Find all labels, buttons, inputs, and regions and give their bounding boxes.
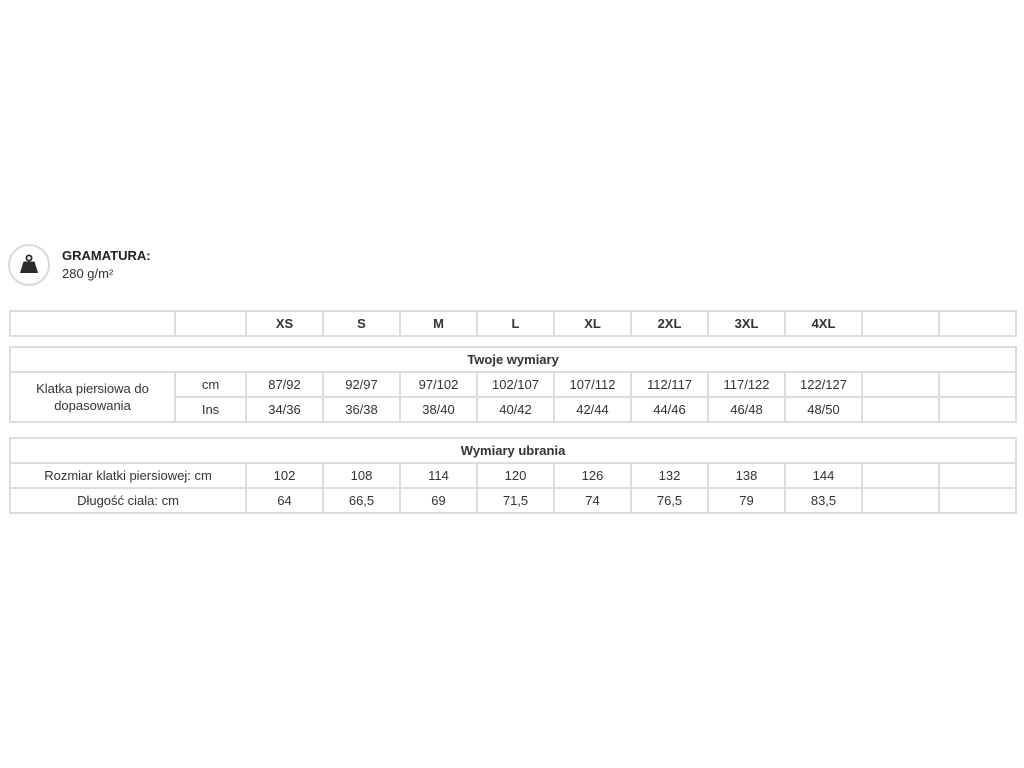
empty-cell: [175, 311, 246, 336]
size-header: 3XL: [708, 311, 785, 336]
value-cell: [862, 463, 939, 488]
value-cell: 40/42: [477, 397, 554, 422]
value-cell: 138: [708, 463, 785, 488]
size-header: S: [323, 311, 400, 336]
value-cell: [939, 463, 1016, 488]
size-header: L: [477, 311, 554, 336]
weight-icon: [8, 244, 50, 286]
value-cell: 42/44: [554, 397, 631, 422]
value-cell: 120: [477, 463, 554, 488]
size-header: 2XL: [631, 311, 708, 336]
twoje-wymiary-table: [9, 346, 1017, 423]
value-cell: [862, 372, 939, 397]
value-cell: 48/50: [785, 397, 862, 422]
gramatura-block: [8, 244, 151, 286]
value-cell: 107/112: [554, 372, 631, 397]
sizes-header-row: [10, 311, 1016, 336]
value-cell: 87/92: [246, 372, 323, 397]
gramatura-title: GRAMATURA:: [62, 248, 151, 263]
section-title: Wymiary ubrania: [10, 438, 1016, 463]
value-cell: 112/117: [631, 372, 708, 397]
unit-cell: Ins: [175, 397, 246, 422]
value-cell: 144: [785, 463, 862, 488]
value-cell: 46/48: [708, 397, 785, 422]
value-cell: 36/38: [323, 397, 400, 422]
value-cell: 132: [631, 463, 708, 488]
value-cell: 83,5: [785, 488, 862, 513]
size-header: [862, 311, 939, 336]
value-cell: 122/127: [785, 372, 862, 397]
value-cell: [939, 488, 1016, 513]
table-row: [10, 488, 1016, 513]
value-cell: 102/107: [477, 372, 554, 397]
value-cell: 44/46: [631, 397, 708, 422]
value-cell: 66,5: [323, 488, 400, 513]
gramatura-value: 280 g/m²: [62, 266, 114, 281]
row-label: Klatka piersiowa do dopasowania: [10, 372, 175, 422]
value-cell: [939, 372, 1016, 397]
value-cell: 38/40: [400, 397, 477, 422]
empty-cell: [10, 311, 175, 336]
value-cell: [862, 397, 939, 422]
value-cell: 34/36: [246, 397, 323, 422]
value-cell: [939, 397, 1016, 422]
value-cell: 79: [708, 488, 785, 513]
value-cell: 71,5: [477, 488, 554, 513]
value-cell: 117/122: [708, 372, 785, 397]
wymiary-ubrania-table: [9, 437, 1017, 514]
value-cell: 102: [246, 463, 323, 488]
table-row: [10, 372, 1016, 397]
value-cell: 114: [400, 463, 477, 488]
row-label: Rozmiar klatki piersiowej: cm: [10, 463, 246, 488]
size-header: XS: [246, 311, 323, 336]
value-cell: 64: [246, 488, 323, 513]
value-cell: 69: [400, 488, 477, 513]
value-cell: 126: [554, 463, 631, 488]
value-cell: 108: [323, 463, 400, 488]
sizes-header-table: [9, 310, 1017, 337]
value-cell: 97/102: [400, 372, 477, 397]
value-cell: 76,5: [631, 488, 708, 513]
value-cell: 92/97: [323, 372, 400, 397]
size-header: XL: [554, 311, 631, 336]
size-header: 4XL: [785, 311, 862, 336]
row-label: Długość ciala: cm: [10, 488, 246, 513]
value-cell: [862, 488, 939, 513]
table-row: [10, 463, 1016, 488]
value-cell: 74: [554, 488, 631, 513]
unit-cell: cm: [175, 372, 246, 397]
size-header: M: [400, 311, 477, 336]
section-title: Twoje wymiary: [10, 347, 1016, 372]
size-header: [939, 311, 1016, 336]
